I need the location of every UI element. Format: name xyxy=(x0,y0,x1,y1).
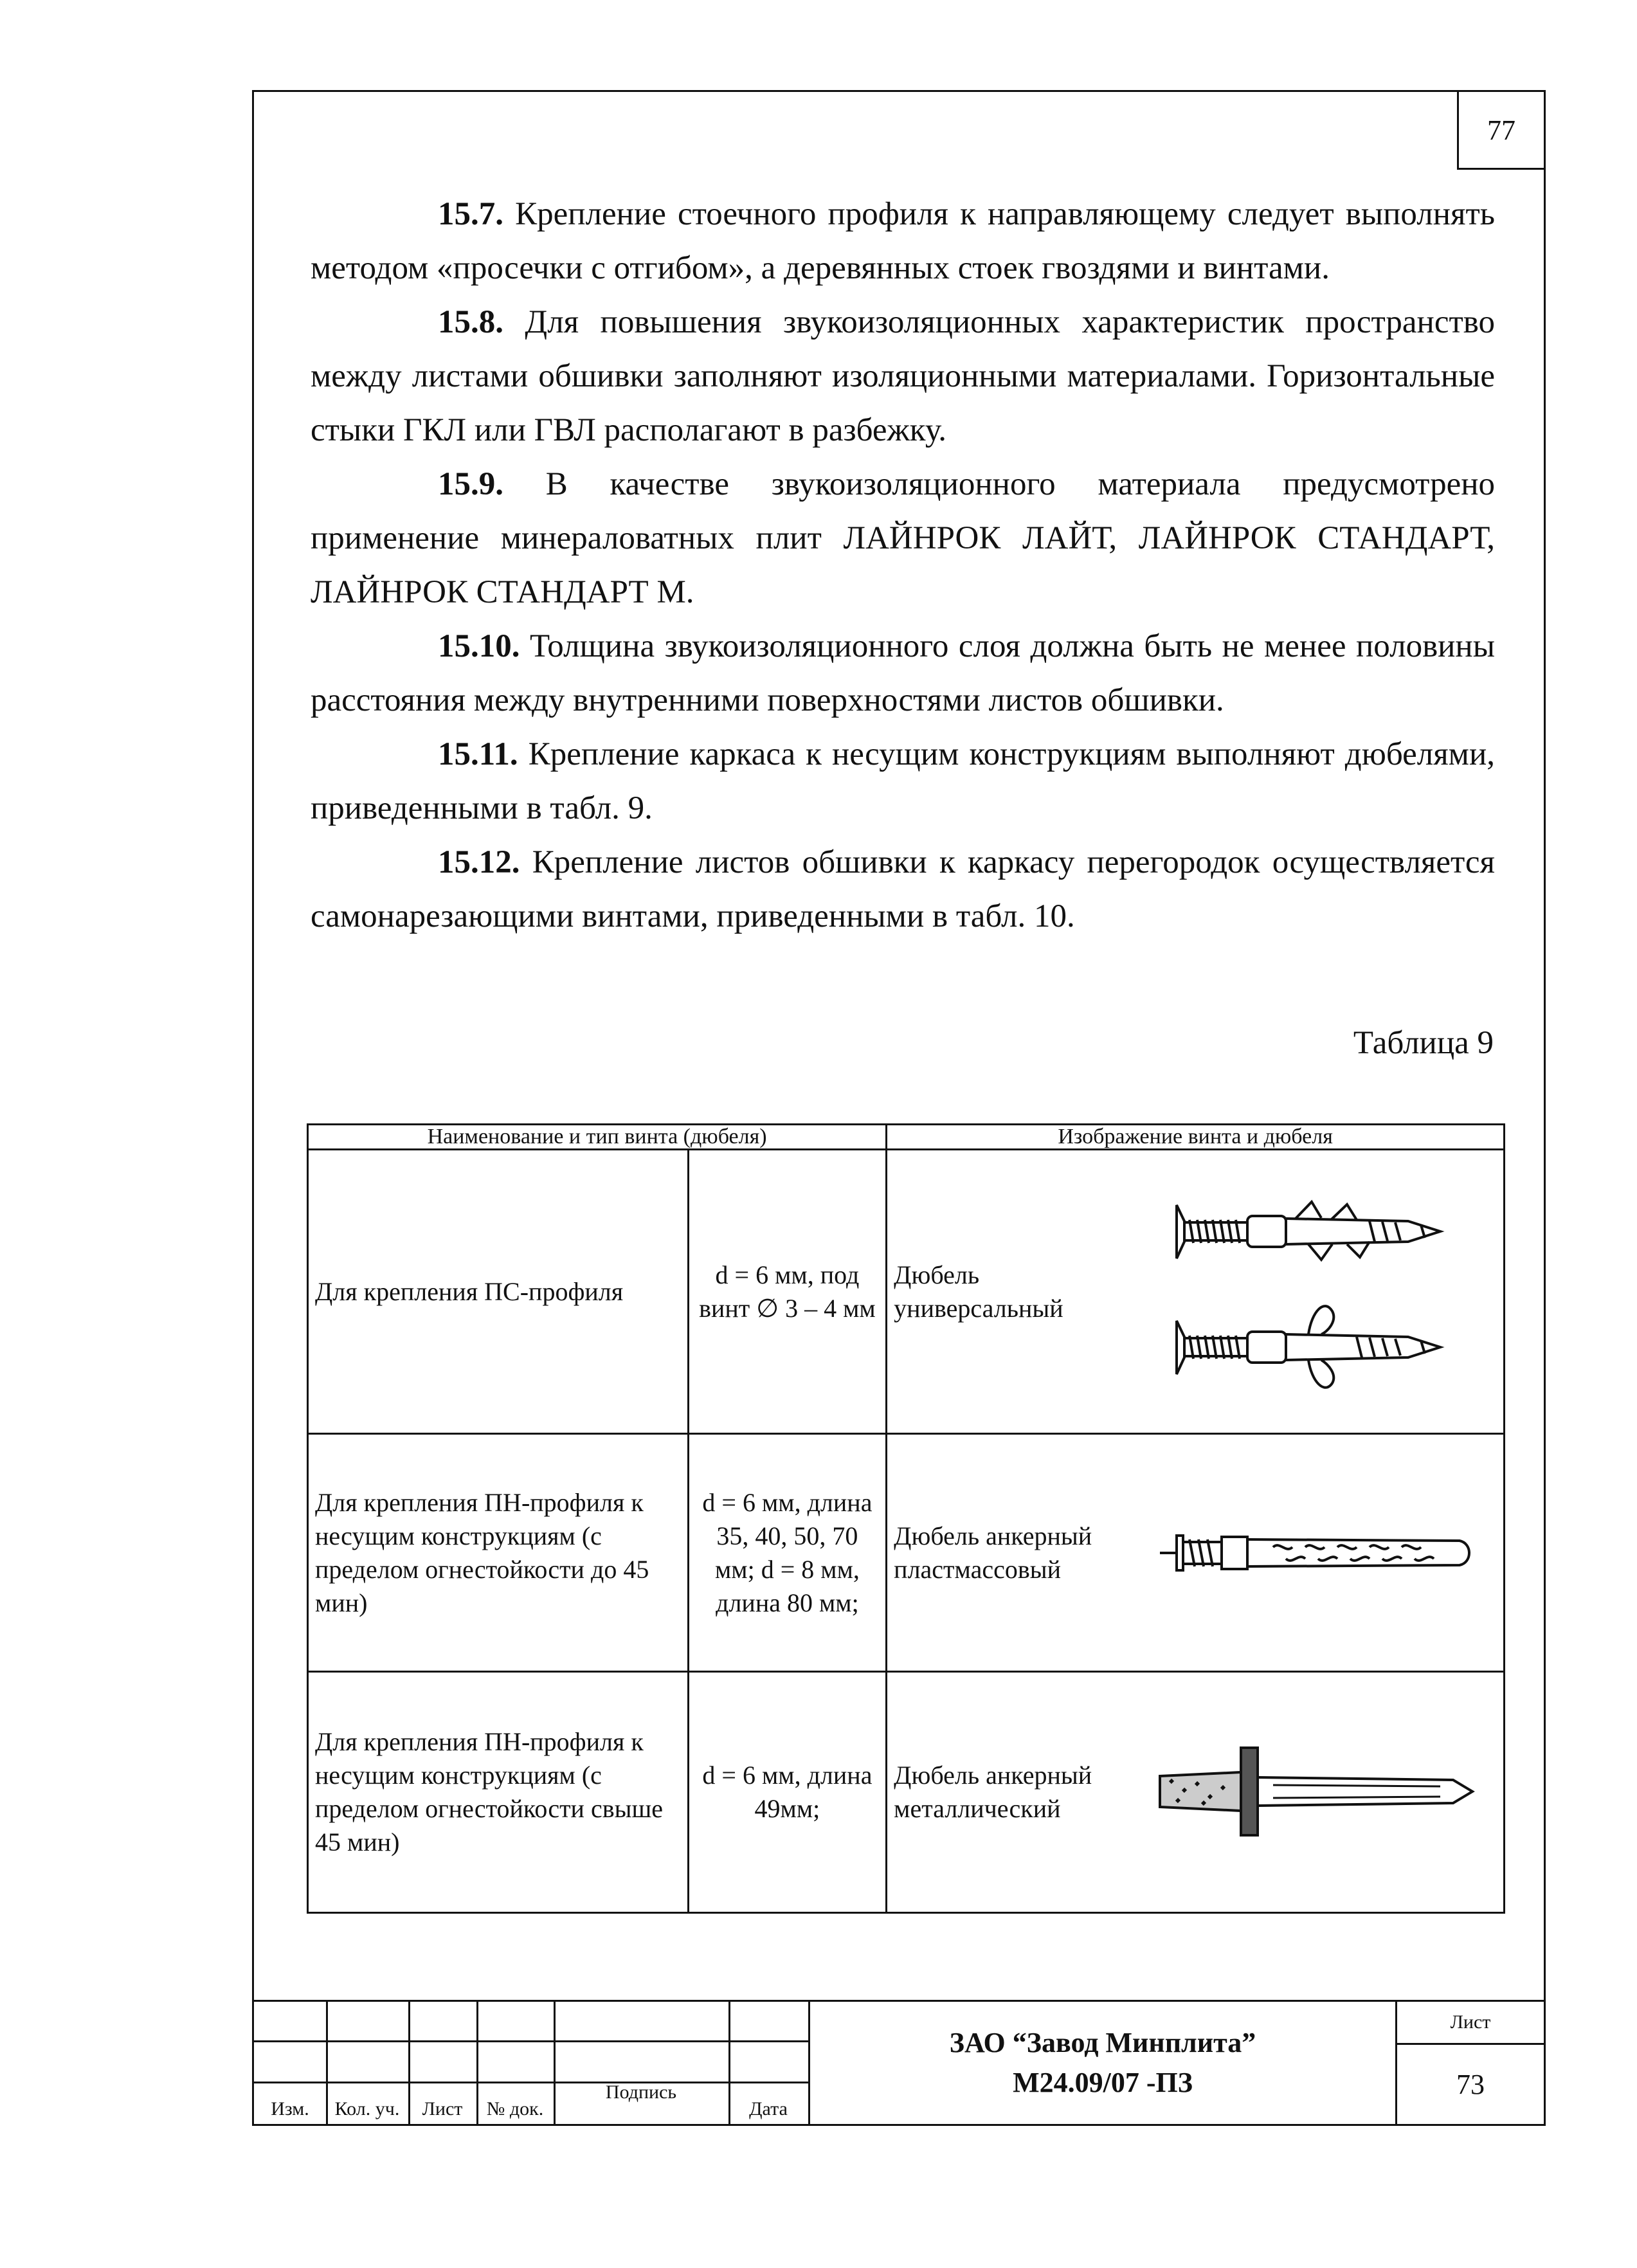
paragraph-text: В качестве звукоизоляционного материала предусмотрено применение минераловатных плит ЛАЙНРОК ЛАЙТ, ЛАЙНРОК СТАНДАРТ, ЛАЙНРОК СТАНДАРТ М. xyxy=(311,466,1495,610)
universal-dowel-drawing xyxy=(1164,1183,1472,1401)
fastener-purpose: Для крепления ПН-профиля к несущим конструкциям (с пределом огнестойкости до 45 мин) xyxy=(308,1434,689,1672)
stamp-col-date: Дата xyxy=(749,2098,788,2119)
table-header-image: Изображение винта и дюбеля xyxy=(887,1125,1505,1150)
stamp-col-doc: № док. xyxy=(486,2098,544,2119)
table-caption: Таблица 9 xyxy=(1353,1025,1494,1061)
paragraph-text: Крепление листов обшивки к каркасу перегородок осуществляется самонарезающими винтами, приведенными в табл. 10. xyxy=(311,844,1495,934)
paragraph-text: Крепление каркаса к несущим конструкциям выполняют дюбелями, приведенными в табл. 9. xyxy=(311,736,1495,826)
fastener-drawing-cell xyxy=(1133,1434,1504,1672)
stamp-col-list: Лист xyxy=(422,2098,463,2119)
paragraph-15-8 xyxy=(311,295,1495,457)
stamp-col-kol: Кол. уч. xyxy=(334,2098,400,2119)
sheet-block xyxy=(1397,2002,1544,2124)
fastener-table xyxy=(307,1123,1505,1914)
title-block xyxy=(254,2000,1544,2124)
paragraph-number: 15.10. xyxy=(438,628,520,664)
fastener-purpose: Для крепления ПН-профиля к несущим конструкциям (с пределом огнестойкости свыше 45 мин) xyxy=(308,1672,689,1913)
table-row xyxy=(308,1434,1505,1672)
fastener-type: Дюбель анкерный пластмассовый xyxy=(887,1434,1134,1672)
fastener-purpose: Для крепления ПС-профиля xyxy=(308,1150,689,1434)
paragraph-text: Крепление стоечного профиля к направляющему следует выполнять методом «просечки с отгибом», а деревянных стоек гвоздями и винтами. xyxy=(311,196,1495,286)
paragraph-text: Для повышения звукоизоляционных характеристик пространство между листами обшивки заполняют изоляционными материалами. Горизонтальные стыки ГКЛ или ГВЛ располагают в разбежку. xyxy=(311,304,1495,448)
body-text xyxy=(311,187,1495,943)
paragraph-15-10 xyxy=(311,619,1495,727)
paragraph-number: 15.8. xyxy=(438,304,503,340)
stamp-col-sign: Подпись xyxy=(605,2082,677,2103)
paragraph-15-11 xyxy=(311,727,1495,835)
document-code: М24.09/07 -ПЗ xyxy=(1013,2067,1193,2098)
fastener-type: Дюбель универсальный xyxy=(887,1150,1134,1434)
page-frame xyxy=(252,90,1546,2126)
fastener-drawing-cell xyxy=(1133,1150,1504,1434)
fastener-size: d = 6 мм, длина 35, 40, 50, 70 мм; d = 8 мм, длина 80 мм; xyxy=(688,1434,887,1672)
table-row xyxy=(308,1672,1505,1913)
fastener-drawing-cell xyxy=(1133,1672,1504,1913)
metal-anchor-dowel-drawing xyxy=(1157,1744,1479,1840)
table-row xyxy=(308,1150,1505,1434)
fastener-type: Дюбель анкерный металлический xyxy=(887,1672,1134,1913)
paragraph-number: 15.7. xyxy=(438,196,503,232)
sheet-number: 73 xyxy=(1456,2069,1485,2100)
sheet-label: Лист xyxy=(1397,2002,1544,2045)
organization-name: ЗАО “Завод Минплита” xyxy=(949,2027,1256,2058)
paragraph-number: 15.9. xyxy=(438,466,503,502)
paragraph-15-7 xyxy=(311,187,1495,295)
table-header-name: Наименование и тип винта (дюбеля) xyxy=(308,1125,887,1150)
revision-grid xyxy=(254,2002,808,2124)
stamp-col-izm: Изм. xyxy=(271,2098,309,2119)
paragraph-15-9 xyxy=(311,457,1495,619)
fastener-size: d = 6 мм, длина 49мм; xyxy=(688,1672,887,1913)
plastic-anchor-dowel-drawing xyxy=(1157,1518,1479,1588)
paragraph-15-12 xyxy=(311,835,1495,943)
paragraph-text: Толщина звукоизоляционного слоя должна быть не менее половины расстояния между внутренними поверхностями листов обшивки. xyxy=(311,628,1495,718)
table-header-row xyxy=(308,1125,1505,1150)
fastener-size: d = 6 мм, под винт ∅ 3 – 4 мм xyxy=(688,1150,887,1434)
organization-block xyxy=(808,2002,1397,2124)
paragraph-number: 15.11. xyxy=(438,736,518,772)
paragraph-number: 15.12. xyxy=(438,844,520,880)
page-number-top: 77 xyxy=(1457,92,1544,170)
